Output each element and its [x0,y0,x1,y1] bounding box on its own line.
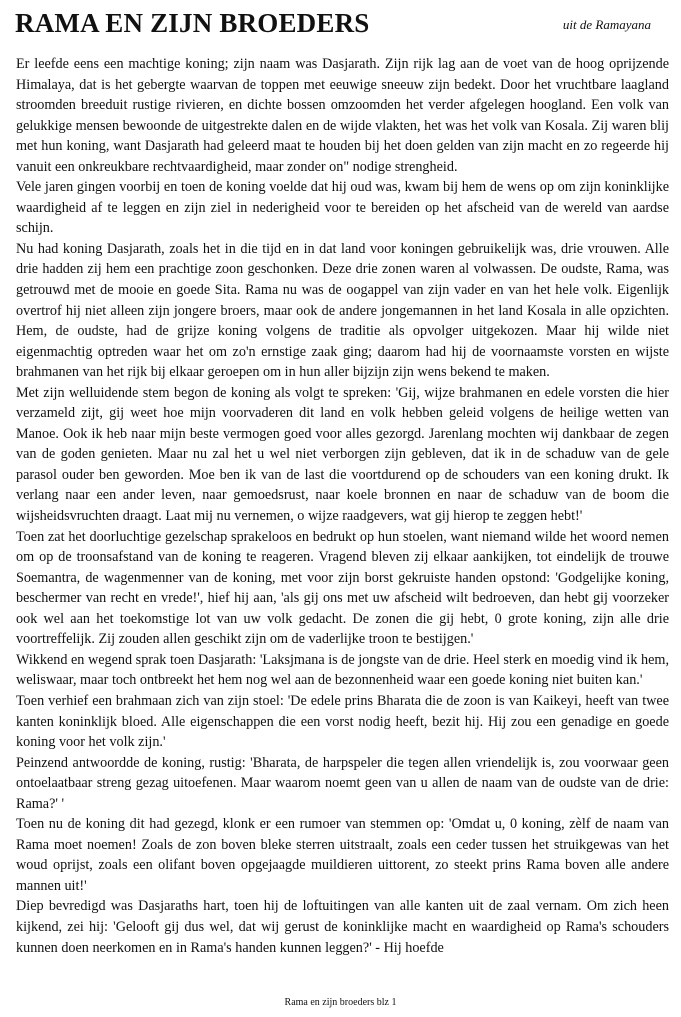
body-text [16,54,669,958]
paragraph: Met zijn welluidende stem begon de koning als volgt te spreken: 'Gij, wijze brahmanen en edele vorsten die hier verzameld zijt, gij weet hoe mijn voorvaderen dit land en volk hebben geleid volgens de heilige wetten van Manoe. Ook ik heb naar mijn beste vermogen goed voor alles gezorgd. Jarenlang mochten wij dankbaar de zegen van de goden genieten. Maar nu zal het u wel niet verborgen zijn gebleven, dat ik in de schaduw van de gele parasol ouder ben geworden. Moe ben ik van de last die voortdurend op de schouders van een koning drukt. Ik verlang naar een ander leven, naar gemoedsrust, naar koele bronnen en naar de schaduw van de boom die wijsheidsvruchten draagt. Laat mij nu vernemen, o wijze raadgevers, wat gij hierop te zeggen hebt!' [16,384,669,525]
paragraph: Nu had koning Dasjarath, zoals het in die tijd en in dat land voor koningen gebruikelijk was, drie vrouwen. Alle drie hadden zij hem een prachtige zoon geschonken. Deze drie zonen waren al volwassen. De oudste, Rama, was getrouwd met de mooie en goede Sita. Rama nu was de oogappel van zijn vader en van het hele volk. Eigenlijk overtrof hij niet alleen zijn jongere broers, maar ook de andere jongemannen in het land Kosala in alle opzichten. Hem, de oudste, had de grijze koning volgens de traditie als opvolger uitgekozen. Maar hij wilde niet eigenmachtig optreden waar het om zo'n ernstige zaak ging; daarom had hij de voornaamste vorsten en wijste brahmanen van het rijk bij elkaar geroepen om in hun aller bijzijn zijn wens bekend te maken. [16,240,669,381]
paragraph: Toen nu de koning dit had gezegd, klonk er een rumoer van stemmen op: 'Omdat u, 0 koning, zèlf de naam van Rama moet noemen! Zoals de zon boven bleke sterren uitstraalt, zoals een ceder tussen het struikgewas van het woud oprijst, zoals een olifant boven opgejaagde muildieren uittorent, zo steekt prins Rama boven alle andere mannen uit!' [16,816,669,894]
source-note: uit de Ramayana [562,17,651,32]
page-title: RAMA EN ZIJN BROEDERS [15,8,370,38]
paragraph: Wikkend en wegend sprak toen Dasjarath: 'Laksjmana is de jongste van de drie. Heel sterk en moedig vind ik hem, weliswaar, maar toch ontbreekt het hem nog wel aan de bezonnenheid waar een goede koning niet buiten kan.' [16,651,669,689]
paragraph: Toen verhief een brahmaan zich van zijn stoel: 'De edele prins Bharata die de zoon is van Kaikeyi, heeft van twee kanten koninklijk bloed. Alle eigenschappen die een vorst nodig heeft, bezit hij. Hij zou een genadige en goede koning voor het volk zijn.' [16,692,669,751]
paragraph: Peinzend antwoordde de koning, rustig: 'Bharata, de harpspeler die tegen allen vriendelijk is, zou voorwaar geen ontoelaatbaar streng gezag uitoefenen. Maar waarom noemt geen van u allen de naam van de oudste van de drie: Rama?' ' [16,754,669,812]
paragraph: Diep bevredigd was Dasjaraths hart, toen hij de loftuitingen van alle kanten uit de zaal vernam. Om zich heen kijkend, zei hij: 'Gelooft gij dus wel, dat wij gerust de koninklijke macht en waardigheid op Rama's schouders kunnen doen neerkomen en in Rama's handen kunnen leggen?' - Hij hoefde [16,898,669,956]
paragraph: Vele jaren gingen voorbij en toen de koning voelde dat hij oud was, kwam bij hem de wens op om zijn koninklijke waardigheid af te leggen en zijn ziel in nederigheid voor te bereiden op het afscheid van de wereld van aardse schijn. [16,179,669,237]
page-footer: Rama en zijn broeders blz 1 [284,997,397,1008]
paragraph: Er leefde eens een machtige koning; zijn naam was Dasjarath. Zijn rijk lag aan de voet van de hoog oprijzende Himalaya, dat is het gebergte waarvan de toppen met eeuwige sneeuw zijn bedekt. Door het vruchtbare laagland stroomden breeduit rustige rivieren, en dichte bossen omzoomden het verder afgelegen hoogland. Een volk van gelukkige mensen bewoonde de uitgestrekte dalen en de wijde vlakten, het was het volk van Kosala. Zij waren blij met hun koning, want Dasjarath had geleerd maat te houden bij het doen gelden van zijn macht en zo regeerde hij vanuit een onkreukbare rechtvaardigheid, maar zonder on" nodige strengheid. [16,56,669,175]
paragraph: Toen zat het doorluchtige gezelschap sprakeloos en bedrukt op hun stoelen, want niemand wilde het woord nemen om op de troonsafstand van de koning te reageren. Vragend bleven zij elkaar aankijken, tot eindelijk de trouwe Soemantra, de wagenmenner van de koning, met voor zijn borst gekruiste handen opstond: 'Godgelijke koning, beschermer van recht en vrede!', hief hij aan, 'als gij ons met uw afscheid wilt bedroeven, dan hebt gij voorzeker ook wel aan het toekomstige lot van uw volk gedacht. De zonen die gij hebt, 0 grote koning, zijn alle drie voortreffelijk. Zij zouden allen geschikt zijn om de vaderlijke troon te bestijgen.' [16,528,669,648]
